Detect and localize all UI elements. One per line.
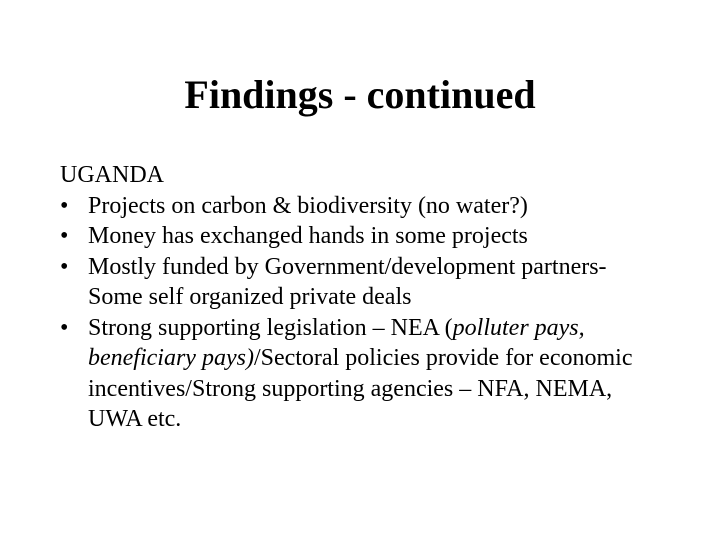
bullet-marker: • [60,223,69,249]
bullet-text: Mostly funded by Government/development partners- Some self organized private deals [88,253,607,310]
bullet-text-italic: polluter pays, beneficiary pays) [88,314,585,371]
slide-title: Findings - continued [184,72,536,117]
bullet-text-before: Strong supporting legislation – NEA ( [88,314,453,341]
bullet-marker: • [60,192,69,219]
bullet-item [60,252,660,313]
bullet-marker: • [60,253,69,280]
bullet-text: Projects on carbon & biodiversity (no water?) [88,192,528,219]
bullet-list [60,191,660,435]
bullet-text-after: /Sectoral policies provide for economic incentives/Strong supporting agencies – NFA, NEMA, UWA etc. [88,345,633,432]
bullet-item [60,221,660,252]
slide-body [60,160,660,435]
bullet-marker: • [60,314,69,341]
bullet-text: Money has exchanged hands in some projects [88,223,528,249]
bullet-item [60,313,660,435]
section-heading: UGANDA [60,162,164,188]
bullet-item [60,191,660,222]
